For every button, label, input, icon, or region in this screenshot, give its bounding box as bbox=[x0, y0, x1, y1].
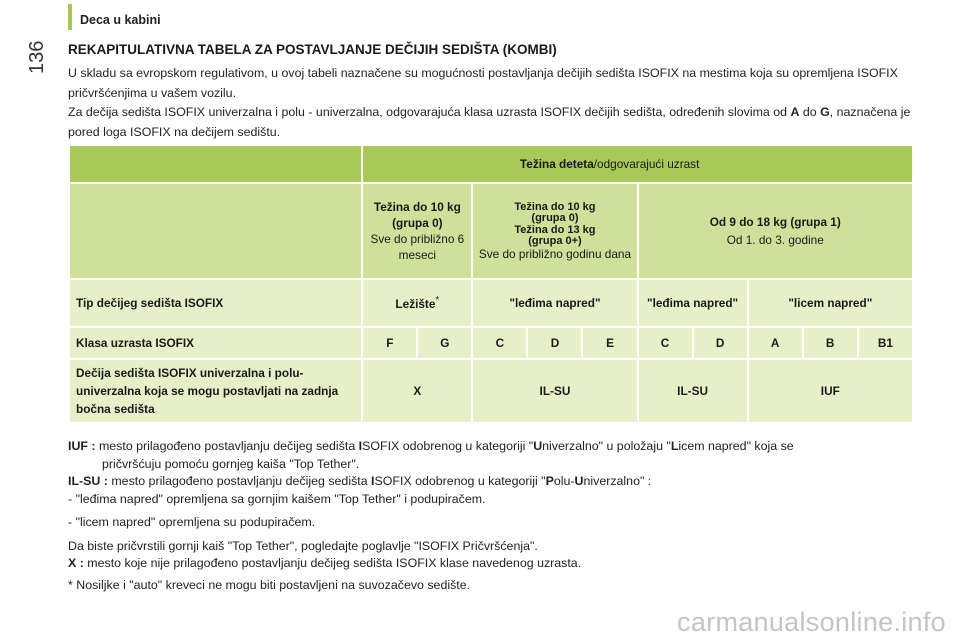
type-lezist-star: * bbox=[435, 295, 440, 307]
class-cell: A bbox=[749, 328, 802, 358]
note-x bbox=[68, 555, 928, 573]
note-text: mesto prilagođeno postavljanju dečijeg sedišta bbox=[95, 439, 359, 453]
note-text: SOFIX odobrenog u kategoriji " bbox=[362, 439, 534, 453]
group-0plus-title-2: (grupa 0) bbox=[531, 212, 579, 224]
note-dash-2: - "licem napred" opremljena su podupiračem. bbox=[68, 515, 316, 529]
note-bold-letter: U bbox=[533, 439, 543, 453]
type-ledjima-1: "leđima napred" bbox=[473, 280, 636, 326]
intro-paragraph-2 bbox=[68, 103, 928, 142]
class-cell: F bbox=[363, 328, 416, 358]
page-title: REKAPITULATIVNA TABELA ZA POSTAVLJANJE DEČIJIH SEDIŠTA (KOMBI) bbox=[68, 42, 557, 57]
intro-text-part: , naznačena je pored loga ISOFIX na dečijem sedištu. bbox=[68, 105, 911, 139]
note-tether: Da biste pričvrstili gornji kaiš "Top Tether", pogledajte poglavlje "ISOFIX Pričvršćenja". bbox=[68, 538, 538, 553]
note-bold-letter: P bbox=[545, 474, 554, 488]
class-row bbox=[70, 328, 912, 358]
group-0-sub: Sve do približno 6 meseci bbox=[370, 232, 465, 262]
footnote: * Nosiljke i "auto" kreveci ne mogu biti postavljeni na suvozačevo sedište. bbox=[68, 578, 471, 592]
note-iuf bbox=[68, 438, 928, 456]
class-letter-a: A bbox=[790, 105, 800, 119]
note-bold-letter: I bbox=[358, 439, 363, 453]
note-key: IUF : bbox=[68, 439, 96, 453]
group-1-cell bbox=[639, 184, 912, 278]
seat-value: IUF bbox=[749, 360, 912, 422]
note-text: niverzalno" u položaju " bbox=[542, 439, 671, 453]
type-row bbox=[70, 280, 912, 326]
note-dash-1: - "leđima napred" opremljena sa gornjim kaišem "Top Tether" i podupiračem. bbox=[68, 491, 486, 506]
group-row bbox=[70, 184, 912, 278]
class-cell: C bbox=[473, 328, 526, 358]
note-text: icem napred" koja se bbox=[678, 439, 794, 453]
note-text: olu- bbox=[553, 474, 575, 488]
note-key: X : bbox=[68, 556, 84, 570]
class-cell: B bbox=[804, 328, 857, 358]
note-key: IL-SU : bbox=[68, 474, 108, 488]
group-0plus-title-4: (grupa 0+) bbox=[528, 235, 582, 247]
table-corner-cell bbox=[70, 146, 361, 182]
note-iuf-continuation: pričvršćuju pomoću gornjeg kaiša "Top Tether". bbox=[102, 456, 360, 471]
class-cell: D bbox=[694, 328, 747, 358]
note-text: mesto koje nije prilagođeno postavljanju dečijeg sedišta ISOFIX klase navedenog uzrasta. bbox=[83, 556, 582, 570]
class-row-label: Klasa uzrasta ISOFIX bbox=[70, 328, 361, 358]
type-lezist bbox=[363, 280, 471, 326]
note-text: SOFIX odobrenog u kategoriji " bbox=[374, 474, 546, 488]
seat-value: X bbox=[363, 360, 471, 422]
seat-value: IL-SU bbox=[473, 360, 636, 422]
group-0-cell bbox=[363, 184, 471, 278]
seat-value: IL-SU bbox=[639, 360, 747, 422]
section-title: Deca u kabini bbox=[80, 13, 161, 27]
weight-header-bold: Težina deteta bbox=[519, 157, 594, 171]
note-text: niverzalno" : bbox=[583, 474, 652, 488]
note-bold-letter: I bbox=[371, 474, 375, 488]
class-cell: B1 bbox=[859, 328, 912, 358]
table-header-row bbox=[70, 146, 912, 182]
intro-text bbox=[68, 64, 928, 142]
group-0plus-title-3: Težina do 13 kg bbox=[514, 223, 596, 236]
watermark: carmanualsonline.info bbox=[677, 607, 946, 637]
type-lezist-text: Ležište bbox=[395, 296, 436, 311]
group-0plus-cell bbox=[473, 184, 636, 278]
group-0plus-sub: Sve do približno godinu dana bbox=[478, 246, 632, 261]
type-ledjima-2: "leđima napred" bbox=[639, 280, 747, 326]
note-ilsu bbox=[68, 473, 928, 491]
weight-header-rest: /odgovarajući uzrast bbox=[593, 157, 700, 171]
seat-row-label: Dečija sedišta ISOFIX univerzalna i polu-univerzalna koja se mogu postavljati na zadnja bočna sedišta bbox=[70, 360, 361, 422]
group-0-title: Težina do 10 kg (grupa 0) bbox=[373, 200, 461, 230]
intro-text-part: Za dečija sedišta ISOFIX univerzalna i polu - univerzalna, odgovarajuća klasa uzrasta ISOFIX dečijih sedišta, određenih slovima od bbox=[68, 105, 791, 119]
class-cell: G bbox=[418, 328, 471, 358]
group-row-label bbox=[70, 184, 361, 278]
type-row-label: Tip dečijeg sedišta ISOFIX bbox=[70, 280, 361, 326]
note-bold-letter: L bbox=[670, 439, 679, 453]
group-0plus-title-1: Težina do 10 kg bbox=[514, 200, 596, 213]
section-accent-bar bbox=[68, 4, 72, 30]
intro-paragraph-1: U skladu sa evropskom regulativom, u ovoj tabeli naznačene su mogućnosti postavljanja dečijih sedišta ISOFIX na mestima koja su opremljena ISOFIX pričvršćenjima u vašem vozilu. bbox=[68, 66, 898, 100]
weight-header bbox=[363, 146, 912, 182]
seat-row bbox=[70, 360, 912, 422]
page-number: 136 bbox=[26, 40, 48, 74]
legend-notes bbox=[68, 438, 928, 573]
class-cell: C bbox=[639, 328, 692, 358]
class-letter-g: G bbox=[820, 105, 830, 119]
class-cell: E bbox=[583, 328, 636, 358]
note-text: mesto prilagođeno postavljanju dečijeg sedišta bbox=[107, 474, 372, 488]
type-licem: "licem napred" bbox=[749, 280, 912, 326]
intro-text-part: do bbox=[799, 105, 821, 119]
group-1-title: Od 9 do 18 kg (grupa 1) bbox=[709, 215, 841, 229]
class-cell: D bbox=[528, 328, 581, 358]
note-bold-letter: U bbox=[574, 474, 584, 488]
isofix-table bbox=[68, 144, 914, 424]
group-1-sub: Od 1. do 3. godine bbox=[726, 233, 824, 247]
